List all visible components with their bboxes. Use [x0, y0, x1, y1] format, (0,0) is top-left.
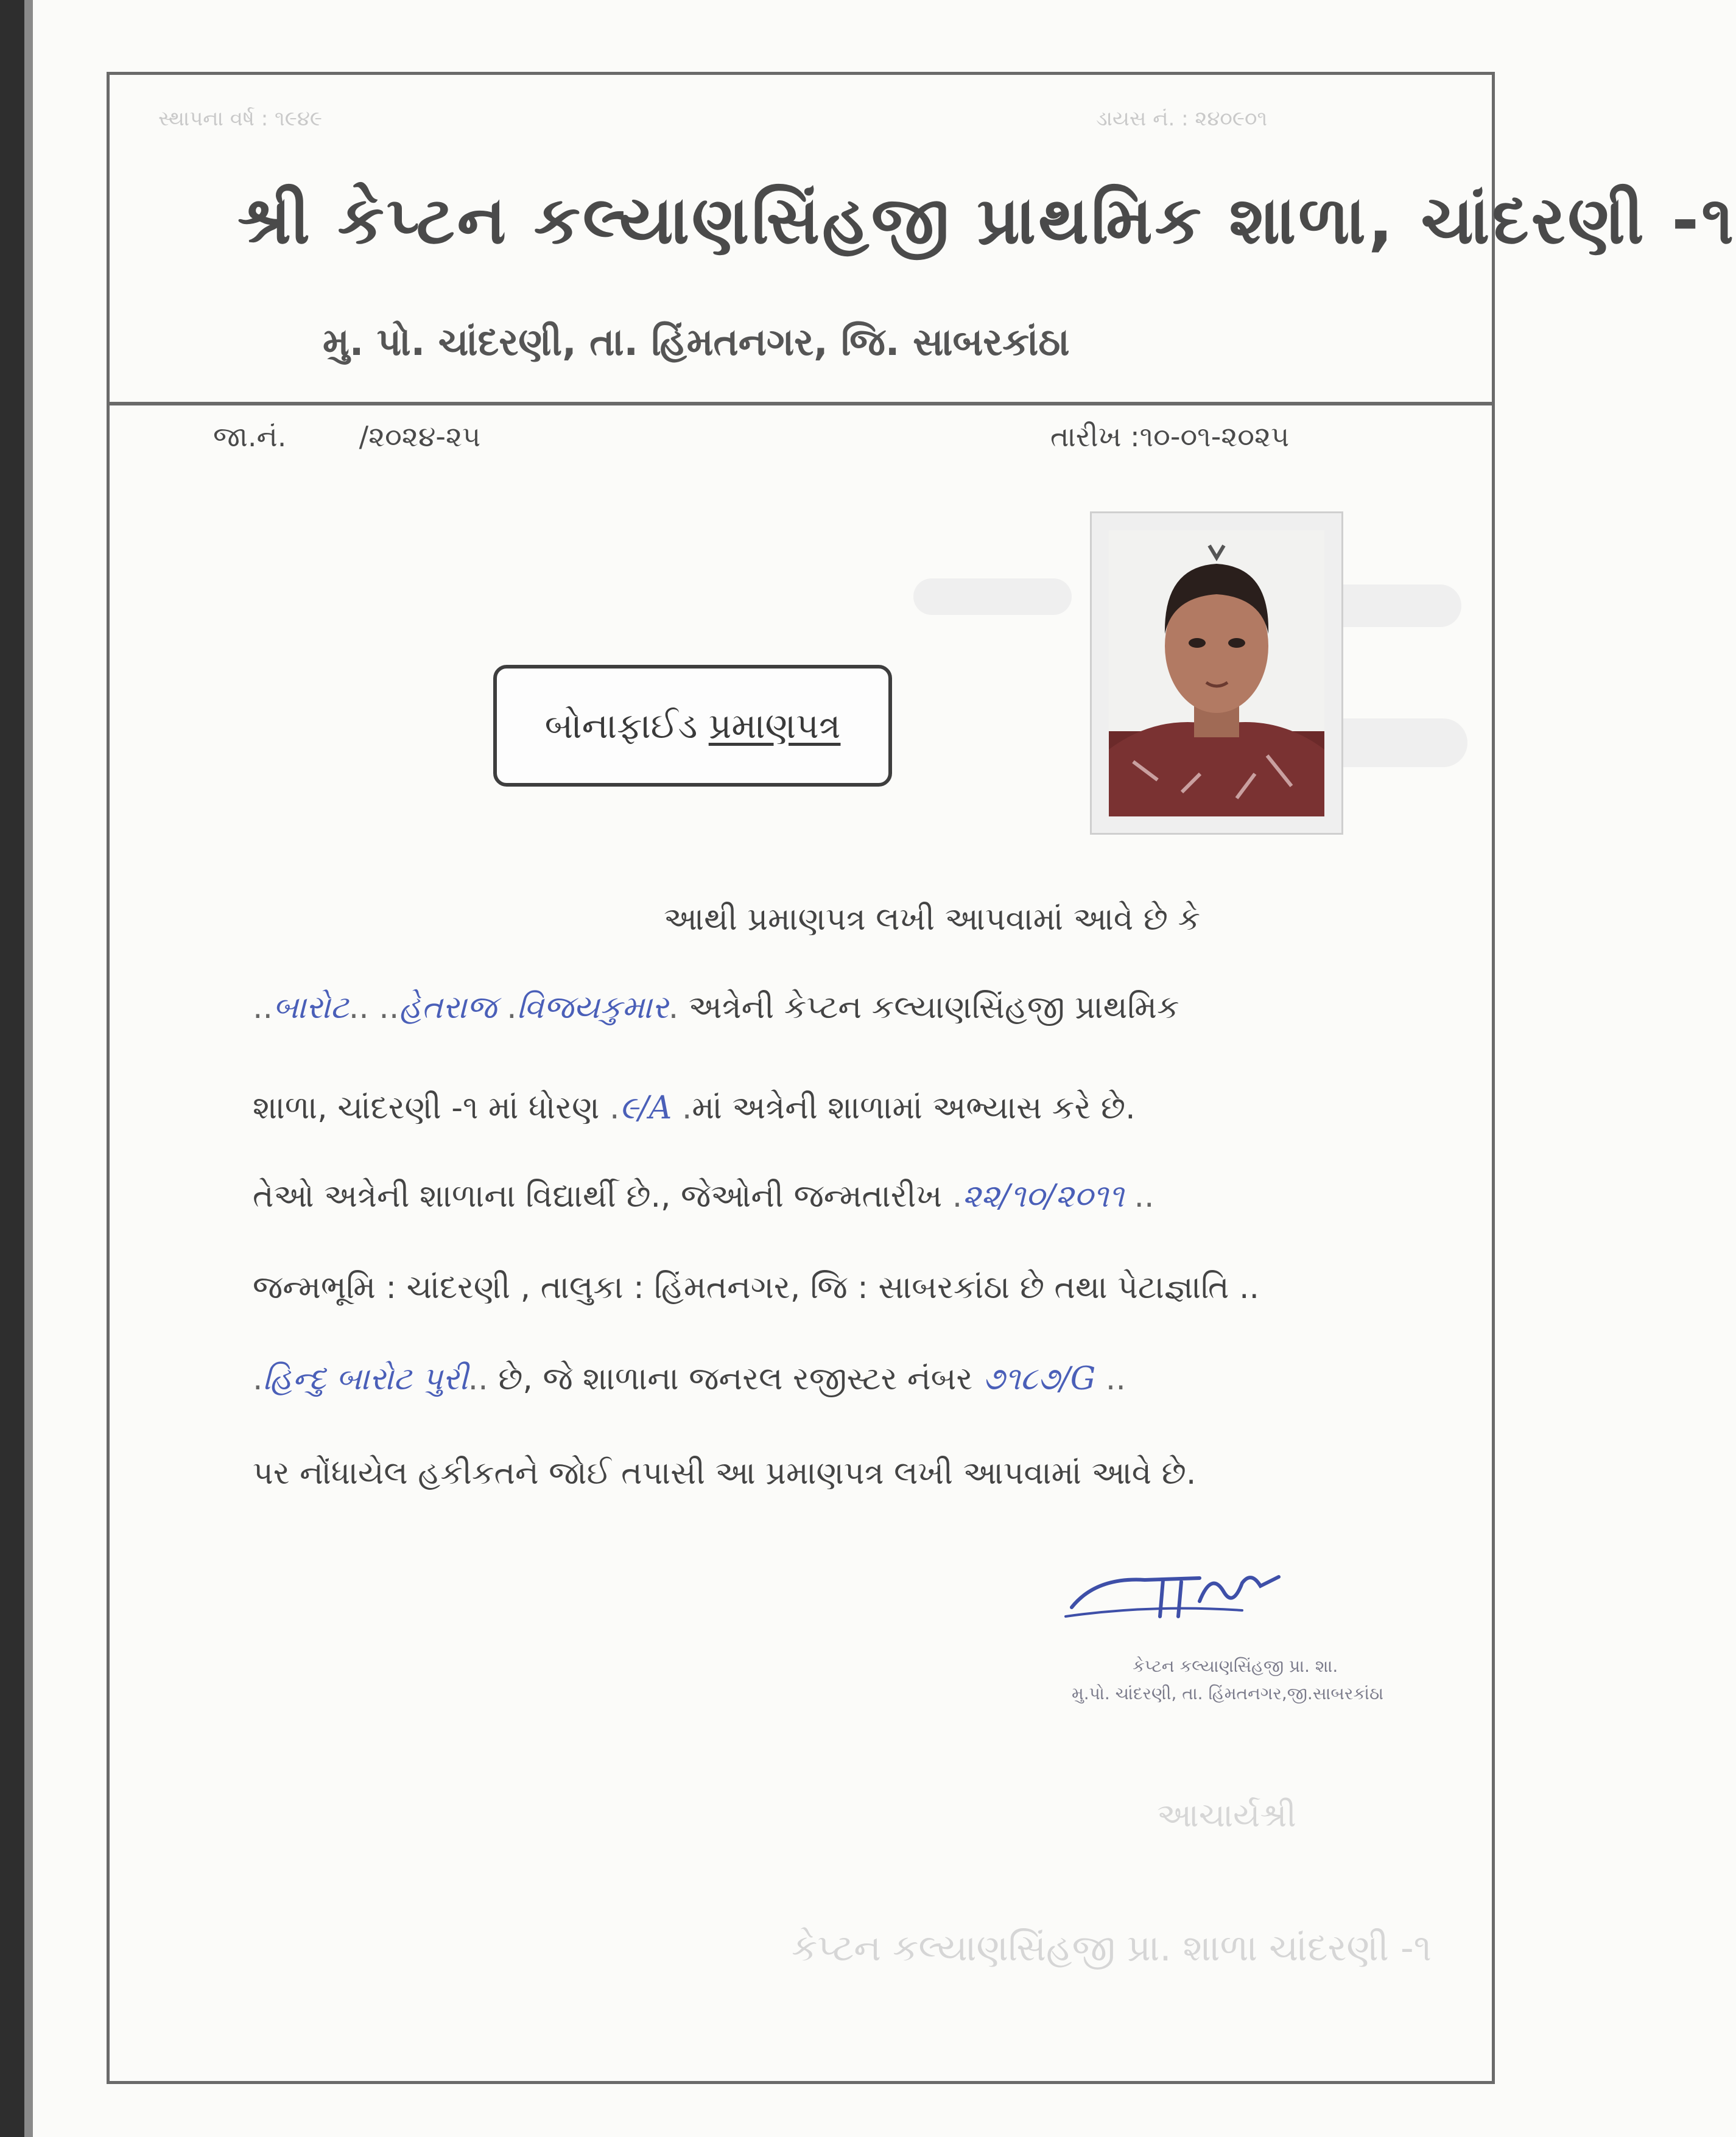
body-line-2: ..બારોટ.. ..હેતરાજ .વિજયકુમાર. અત્રેની કેપ્ટન કલ્યાણસિંહજી પ્રાથમિક: [253, 989, 1179, 1026]
register-number: ૭૧૮૭/G: [982, 1361, 1096, 1397]
student-surname: બારોટ: [273, 989, 349, 1026]
birth-date: ૨૨/૧૦/૨૦૧૧: [962, 1178, 1124, 1215]
student-father-name: વિજયકુમાર: [516, 989, 669, 1026]
student-name: હેતરાજ: [399, 989, 497, 1026]
faded-footer-school: કેપ્ટન કલ્યાણસિંહજી પ્રા. શાળા ચાંદરણી -૧: [792, 1927, 1432, 1970]
school-address: મુ. પો. ચાંદરણી, તા. હિંમતનગર, જિ. સાબરકાંઠા: [323, 320, 1070, 364]
body-line-7: પર નોંધાયેલ હકીકતને જોઈ તપાસી આ પ્રમાણપત્ર લખી આપવામાં આવે છે.: [253, 1455, 1197, 1492]
student-standard: ૯/A: [619, 1090, 672, 1126]
faded-principal-label: આચાર્યશ્રી: [1157, 1796, 1296, 1834]
title-underlined: પ્રમાણપત્ર: [708, 704, 841, 746]
stamp-line-1: કેપ્ટન કલ્યાણસિંહજી પ્રા. શા.: [1133, 1656, 1338, 1676]
dise-number: ડાયસ નં. : ૨૪૦૯૦૧: [1096, 107, 1268, 131]
establishment-year: સ્થાપના વર્ષ : ૧૯૪૯: [158, 107, 323, 131]
body-line-4-prefix: તેઓ અત્રેની શાળાના વિદ્યાર્થી છે., જેઓની જન્મતારીખ: [253, 1178, 943, 1215]
title-prefix: બોનાફાઈડ: [544, 704, 709, 746]
outward-value: /૨૦૨૪-૨૫: [359, 420, 481, 453]
date-label: તારીખ :: [1050, 420, 1140, 453]
scan-binding-edge: [0, 0, 24, 2137]
outward-label: જા.નં.: [213, 420, 287, 453]
body-line-6: .હિન્દુ બારોટ પુરી.. છે, જે શાળાના જનરલ રજીસ્ટર નંબર ૭૧૮૭/G ..: [253, 1361, 1126, 1397]
body-line-5: જન્મભૂમિ : ચાંદરણી , તાલુકા : હિંમતનગર, જિ : સાબરકાંઠા છે તથા પેટાજ્ઞાતિ ..: [253, 1269, 1260, 1306]
body-line-2-tail: અત્રેની કેપ્ટન કલ્યાણસિંહજી પ્રાથમિક: [688, 989, 1179, 1026]
stamp-line-2: મુ.પો. ચાંદરણી, તા. હિંમતનગર,જી.સાબરકાંઠા: [1072, 1683, 1384, 1704]
scan-binding-shadow: [24, 0, 33, 2137]
header-divider: [107, 402, 1495, 405]
document-border: [107, 72, 1736, 2084]
date-value: ૧૦-૦૧-૨૦૨૫: [1139, 420, 1290, 453]
body-line-4: તેઓ અત્રેની શાળાના વિદ્યાર્થી છે., જેઓની જન્મતારીખ .૨૨/૧૦/૨૦૧૧ ..: [253, 1178, 1154, 1215]
body-line-3: શાળા, ચાંદરણી -૧ માં ધોરણ .૯/A .માં અત્રેની શાળામાં અભ્યાસ કરે છે.: [253, 1090, 1136, 1126]
body-line-1: આથી પ્રમાણપત્ર લખી આપવામાં આવે છે કે: [664, 901, 1201, 938]
student-photo: [1109, 530, 1324, 816]
scan-smudge: [913, 578, 1072, 615]
school-name: શ્રી કેપ્ટન કલ્યાણસિંહજી પ્રાથમિક શાળા, ચાંદરણી -૧: [237, 183, 1736, 259]
sub-caste: હિન્દુ બારોટ પુરી: [262, 1361, 468, 1397]
certificate-title-box: [493, 665, 892, 787]
student-photo-frame: [1090, 511, 1343, 835]
certificate-title: [545, 705, 841, 747]
body-line-6-mid: છે, જે શાળાના જનરલ રજીસ્ટર નંબર: [498, 1361, 973, 1397]
principal-signature: [1060, 1559, 1291, 1626]
issue-date: [1050, 420, 1289, 454]
outward-number: [213, 420, 480, 454]
body-line-3-tail: માં અત્રેની શાળામાં અભ્યાસ કરે છે.: [692, 1090, 1136, 1126]
body-line-3-prefix: શાળા, ચાંદરણી -૧ માં ધોરણ: [253, 1090, 600, 1126]
